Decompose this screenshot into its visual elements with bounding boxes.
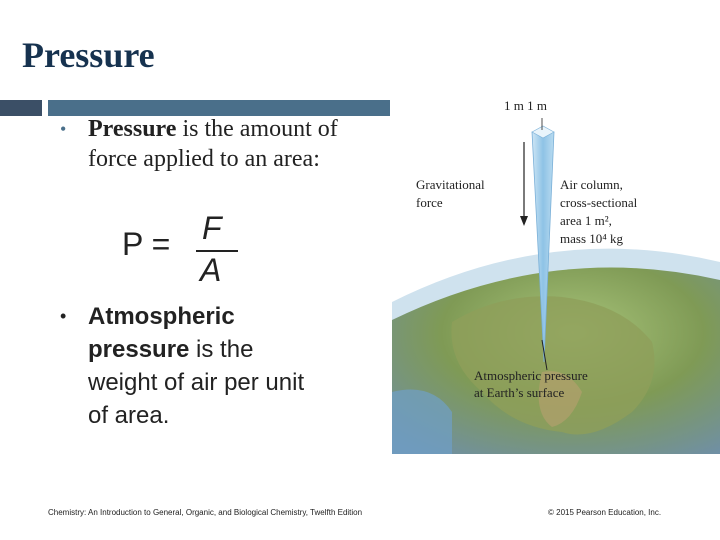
bullet-icon: • — [60, 119, 67, 139]
bullet-term: Atmospheric pressure — [88, 303, 235, 363]
air-column-label: Air column, cross-sectional area 1 m², mass 10⁴ kg — [560, 177, 638, 246]
air-column-figure — [392, 92, 720, 454]
bullet-term: Pressure — [88, 116, 177, 142]
bullet-pressure-definition — [60, 114, 380, 174]
bullet-text: is the weight of air per unit of area. — [88, 336, 305, 429]
bullet-icon: • — [60, 306, 67, 326]
atmospheric-pressure-label: Atmospheric pressure at Earth’s surface — [474, 368, 588, 400]
footer-copyright: © 2015 Pearson Education, Inc. — [548, 508, 662, 517]
bullet-text: is the amount of force applied to an area: — [88, 116, 338, 172]
accent-bar-left — [0, 100, 42, 116]
slide-title: Pressure — [22, 35, 155, 75]
bullet-atmospheric-pressure — [60, 300, 310, 432]
width-label: 1 m 1 m — [504, 98, 547, 113]
formula-denominator: A — [200, 252, 222, 288]
pressure-formula — [118, 210, 258, 290]
gravitational-force-label: Gravitational force — [416, 177, 485, 210]
formula-numerator: F — [202, 210, 222, 246]
footer-textbook-credit: Chemistry: An Introduction to General, Organic, and Biological Chemistry, Twelfth Edition — [48, 508, 363, 517]
formula-lhs: P = — [122, 226, 171, 262]
